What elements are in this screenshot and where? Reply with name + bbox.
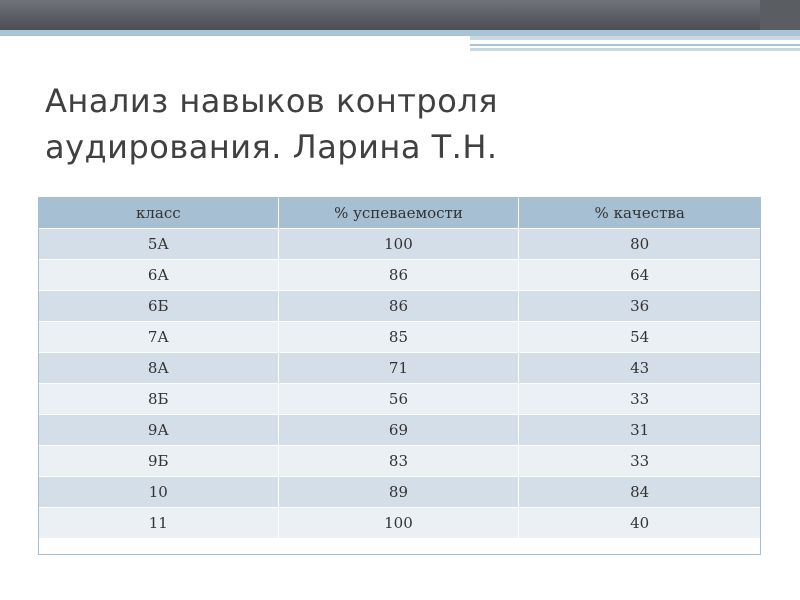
cell-quality: 36 — [519, 291, 761, 322]
table-row — [39, 477, 761, 508]
accent-stripe — [470, 36, 800, 40]
table-row — [39, 415, 761, 446]
cell-quality: 31 — [519, 415, 761, 446]
top-bar-cap — [760, 0, 800, 30]
cell-class: 11 — [39, 508, 279, 539]
column-header-success: % успеваемости — [278, 198, 519, 229]
cell-class: 8А — [39, 353, 279, 384]
cell-success: 100 — [278, 229, 519, 260]
cell-quality: 84 — [519, 477, 761, 508]
cell-class: 6Б — [39, 291, 279, 322]
top-decorative-bar — [0, 0, 800, 30]
cell-quality: 80 — [519, 229, 761, 260]
cell-success: 69 — [278, 415, 519, 446]
table-row — [39, 322, 761, 353]
cell-class: 9А — [39, 415, 279, 446]
cell-quality: 40 — [519, 508, 761, 539]
column-header-quality: % качества — [519, 198, 761, 229]
cell-quality: 54 — [519, 322, 761, 353]
accent-stripe — [470, 48, 800, 51]
cell-class: 7А — [39, 322, 279, 353]
table-row — [39, 446, 761, 477]
cell-quality: 33 — [519, 384, 761, 415]
table-row — [39, 229, 761, 260]
cell-quality: 43 — [519, 353, 761, 384]
cell-quality: 64 — [519, 260, 761, 291]
cell-success: 86 — [278, 291, 519, 322]
table-row — [39, 384, 761, 415]
cell-success: 89 — [278, 477, 519, 508]
cell-class: 5А — [39, 229, 279, 260]
cell-quality: 33 — [519, 446, 761, 477]
results-table — [38, 197, 761, 539]
table-row — [39, 353, 761, 384]
table-row — [39, 291, 761, 322]
cell-success: 85 — [278, 322, 519, 353]
table-row — [39, 260, 761, 291]
slide-title — [45, 78, 745, 170]
cell-class: 8Б — [39, 384, 279, 415]
cell-success: 100 — [278, 508, 519, 539]
cell-success: 83 — [278, 446, 519, 477]
slide-title-line-1: Анализ навыков контроля — [45, 82, 499, 120]
table-row — [39, 508, 761, 539]
cell-class: 6А — [39, 260, 279, 291]
cell-success: 56 — [278, 384, 519, 415]
cell-success: 71 — [278, 353, 519, 384]
column-header-class: класс — [39, 198, 279, 229]
cell-class: 10 — [39, 477, 279, 508]
cell-success: 86 — [278, 260, 519, 291]
accent-stripe — [470, 44, 800, 46]
slide-title-line-2: аудирования. Ларина Т.Н. — [45, 128, 498, 166]
table-header-row — [39, 198, 761, 229]
cell-class: 9Б — [39, 446, 279, 477]
